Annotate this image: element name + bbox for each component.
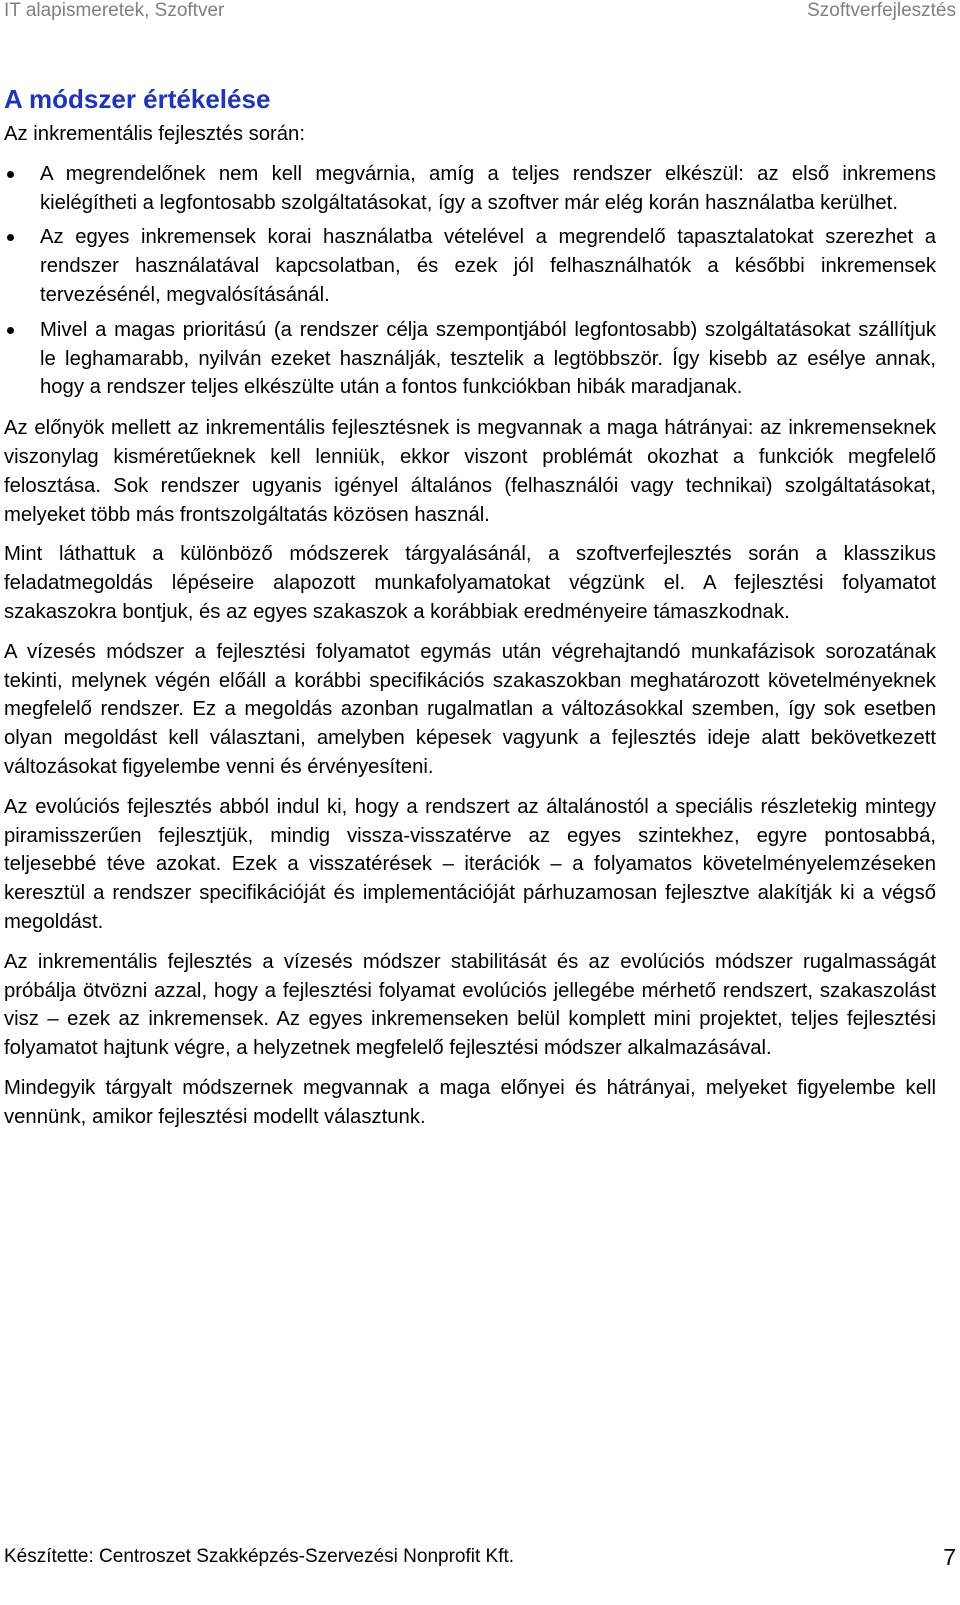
header-document-title: IT alapismeretek, Szoftver bbox=[4, 0, 225, 21]
list-item-text: Az egyes inkremensek korai használatba vételével a megrendelő tapasztalatokat szerezhet a rendszer használatával kapcsolatban, és ezek jól felhasználhatók a későbbi inkremensek tervezésénél, megvalósításánál. bbox=[40, 226, 936, 306]
paragraph-evolutionary: Az evolúciós fejlesztés abból indul ki, hogy a rendszert az általánostól a speciális részletekig mintegy piramisszerűen fejlesztjük, mindig vissza-visszatérve az egyes szintekhez, egyre pontosabbá, teljesebbé téve azokat. Ezek a visszatérések – iterációk – a folyamatos követelményelemzéseken keresztül a rendszer specifikációját és implementációját párhuzamosan fejlesztve alakítják ki a végső megoldást. bbox=[4, 795, 936, 933]
section-intro: Az inkrementális fejlesztés során: bbox=[4, 123, 305, 145]
list-item-text: A megrendelőnek nem kell megvárnia, amíg a teljes rendszer elkészül: az első inkremens kielégítheti a legfontosabb szolgáltatásokat, így a szoftver már elég korán használatba kerülhet. bbox=[40, 162, 936, 214]
header-chapter-title: Szoftverfejlesztés bbox=[807, 0, 956, 21]
page-footer bbox=[4, 1546, 956, 1574]
paragraph-conclusion: Mindegyik tárgyalt módszernek megvannak a maga előnyei és hátrányai, melyeket figyelembe kell vennünk, amikor fejlesztési modellt választunk. bbox=[4, 1076, 936, 1128]
page-content bbox=[4, 80, 936, 1143]
list-item-text: Mivel a magas prioritású (a rendszer célja szempontjából legfontosabb) szolgáltatásokat szállítjuk le leghamarabb, nyilván ezeket használják, tesztelik a legtöbbször. Így kisebb az esélye annak, hogy a rendszer teljes elkészülte után a fontos funkciókban hibák maradjanak. bbox=[40, 318, 936, 399]
bullet-icon bbox=[7, 171, 14, 178]
list-item bbox=[4, 316, 936, 402]
advantages-list bbox=[4, 160, 936, 402]
list-item bbox=[4, 223, 936, 309]
bullet-icon bbox=[7, 234, 14, 241]
paragraph-disadvantages: Az előnyök mellett az inkrementális fejlesztésnek is megvannak a maga hátrányai: az inkremenseknek viszonylag kisméretűeknek kell lenniük, ekkor viszont problémát okozhat a funkciók megfelelő felosztása. Sok rendszer ugyanis igényel általános (felhasználói vagy technikai) szolgáltatásokat, melyeket több más frontszolgáltatás közösen használ. bbox=[4, 417, 936, 526]
page-number: 7 bbox=[943, 1544, 956, 1570]
bullet-icon bbox=[7, 327, 14, 334]
footer-author: Készítette: Centroszet Szakképzés-Szervezési Nonprofit Kft. bbox=[4, 1546, 515, 1567]
paragraph-waterfall: A vízesés módszer a fejlesztési folyamatot egymás után végrehajtandó munkafázisok sorozatának tekinti, melynek végén előáll a korábbi specifikációs szakaszokban meghatározott követelményeknek megfelelő rendszer. Ez a megoldás azonban rugalmatlan a változásokkal szemben, így sok esetben olyan megoldást kell választani, amelyben képesek vagyunk a fejlesztés ideje alatt bekövetkezett változásokat figyelembe venni és érvényesíteni. bbox=[4, 640, 936, 778]
paragraph-incremental: Az inkrementális fejlesztés a vízesés módszer stabilitását és az evolúciós módszer rugalmasságát próbálja ötvözni azzal, hogy a fejlesztési folyamat evolúciós jellegébe mérhető rendszert, szakaszolást visz – ezek az inkremensek. Az egyes inkremenseken belül komplett mini projektet, teljes fejlesztési folyamatot hajtunk végre, a helyzetnek megfelelő fejlesztési módszer alkalmazásával. bbox=[4, 950, 936, 1060]
section-title: A módszer értékelése bbox=[4, 84, 271, 114]
list-item bbox=[4, 160, 936, 218]
page-header bbox=[4, 0, 956, 22]
paragraph-summary: Mint láthattuk a különböző módszerek tárgyalásánál, a szoftverfejlesztés során a klasszikus feladatmegoldás lépéseire alapozott munkafolyamatokat végzünk el. A fejlesztési folyamatot szakaszokra bontjuk, és az egyes szakaszok a korábbiak eredményeire támaszkodnak. bbox=[4, 543, 936, 623]
